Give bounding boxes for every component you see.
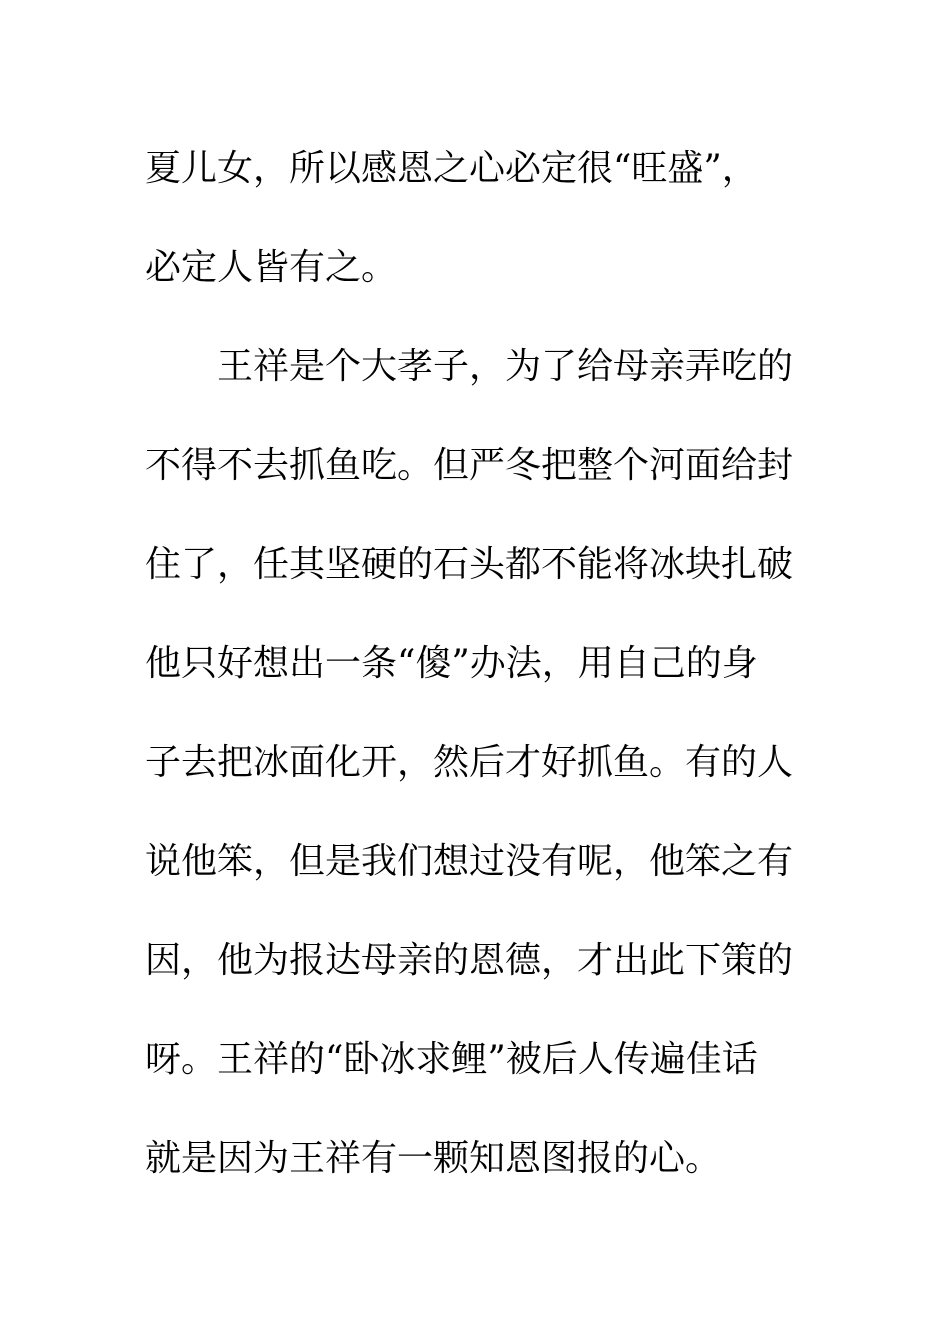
text-line-8: 说他笨，但是我们想过没有呢，他笨之有: [145, 841, 794, 882]
text-line-3: 王祥是个大孝子，为了给母亲弄吃的: [145, 346, 794, 387]
text-line-4: 不得不去抓鱼吃。但严冬把整个河面给封: [145, 445, 794, 486]
text-line-6: 他只好想出一条“傻”办法，用自己的身: [145, 643, 758, 684]
text-line-10: 呀。王祥的“卧冰求鲤”被后人传遍佳话: [145, 1039, 758, 1080]
text-line-7: 子去把冰面化开，然后才好抓鱼。有的人: [145, 742, 794, 783]
text-line-1: 夏儿女，所以感恩之心必定很“旺盛”，: [145, 148, 758, 189]
body-text: [145, 119, 815, 1208]
text-line-11: 就是因为王祥有一颗知恩图报的心。: [145, 1138, 722, 1179]
text-line-2: 必定人皆有之。: [145, 247, 398, 288]
text-line-5: 住了，任其坚硬的石头都不能将冰块扎破: [145, 544, 794, 585]
text-line-9: 因，他为报达母亲的恩德，才出此下策的: [145, 940, 794, 981]
